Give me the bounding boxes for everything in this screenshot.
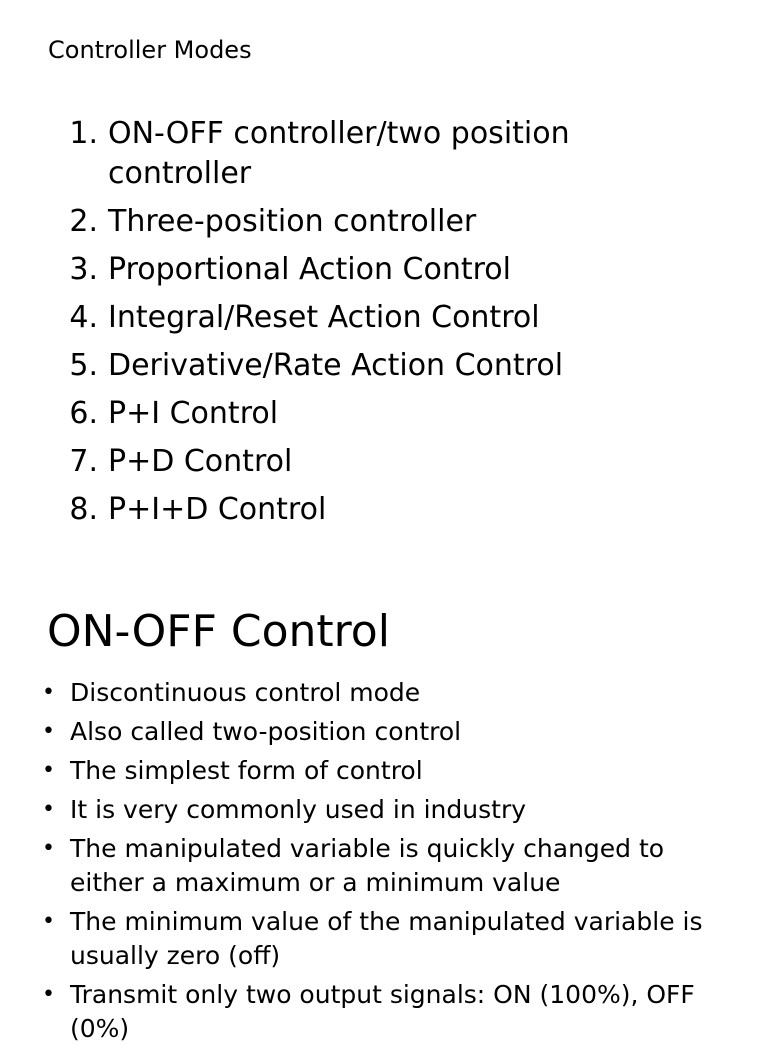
bullet-icon: • [42, 982, 55, 1007]
controller-modes-list [0, 114, 668, 538]
list-text: Proportional Action Control [108, 252, 511, 287]
list-number: 5. [69, 348, 98, 383]
list-text: P+I+D Control [108, 492, 327, 527]
list-item [0, 114, 668, 194]
bullet-text: The minimum value of the manipulated variable is usually zero (off) [70, 907, 703, 970]
list-item [0, 346, 668, 386]
bullet-item [0, 715, 710, 749]
list-number: 6. [69, 396, 98, 431]
bullet-item [0, 978, 710, 1046]
list-text: Integral/Reset Action Control [108, 300, 540, 335]
bullet-icon: • [42, 797, 55, 822]
bullet-text: Also called two-position control [70, 717, 462, 746]
on-off-bullet-list [0, 676, 710, 1051]
list-number: 7. [69, 444, 98, 479]
bullet-item [0, 754, 710, 788]
bullet-item [0, 905, 710, 973]
list-item [0, 490, 668, 530]
bullet-text: The simplest form of control [70, 756, 423, 785]
list-text: P+I Control [108, 396, 279, 431]
list-item [0, 250, 668, 290]
list-text: P+D Control [108, 444, 293, 479]
list-number: 8. [69, 492, 98, 527]
list-text: ON-OFF controller/two position controller [108, 116, 570, 191]
bullet-text: Transmit only two output signals: ON (100%), OFF (0%) [70, 980, 695, 1043]
list-text: Derivative/Rate Action Control [108, 348, 564, 383]
list-item [0, 442, 668, 482]
list-number: 1. [69, 116, 98, 151]
list-number: 4. [69, 300, 98, 335]
list-item [0, 298, 668, 338]
bullet-text: The manipulated variable is quickly changed to either a maximum or a minimum value [70, 834, 665, 897]
list-text: Three-position controller [108, 204, 477, 239]
bullet-item [0, 676, 710, 710]
bullet-icon: • [42, 719, 55, 744]
list-number: 2. [69, 204, 98, 239]
bullet-text: Discontinuous control mode [70, 678, 421, 707]
bullet-item [0, 832, 710, 900]
bullet-text: It is very commonly used in industry [70, 795, 527, 824]
slide-title-on-off-control: ON-OFF Control [47, 606, 390, 657]
list-item [0, 394, 668, 434]
bullet-icon: • [42, 758, 55, 783]
bullet-icon: • [42, 836, 55, 861]
bullet-icon: • [42, 680, 55, 705]
slide-title-controller-modes: Controller Modes [48, 36, 252, 64]
bullet-item [0, 793, 710, 827]
bullet-icon: • [42, 909, 55, 934]
list-item [0, 202, 668, 242]
list-number: 3. [69, 252, 98, 287]
